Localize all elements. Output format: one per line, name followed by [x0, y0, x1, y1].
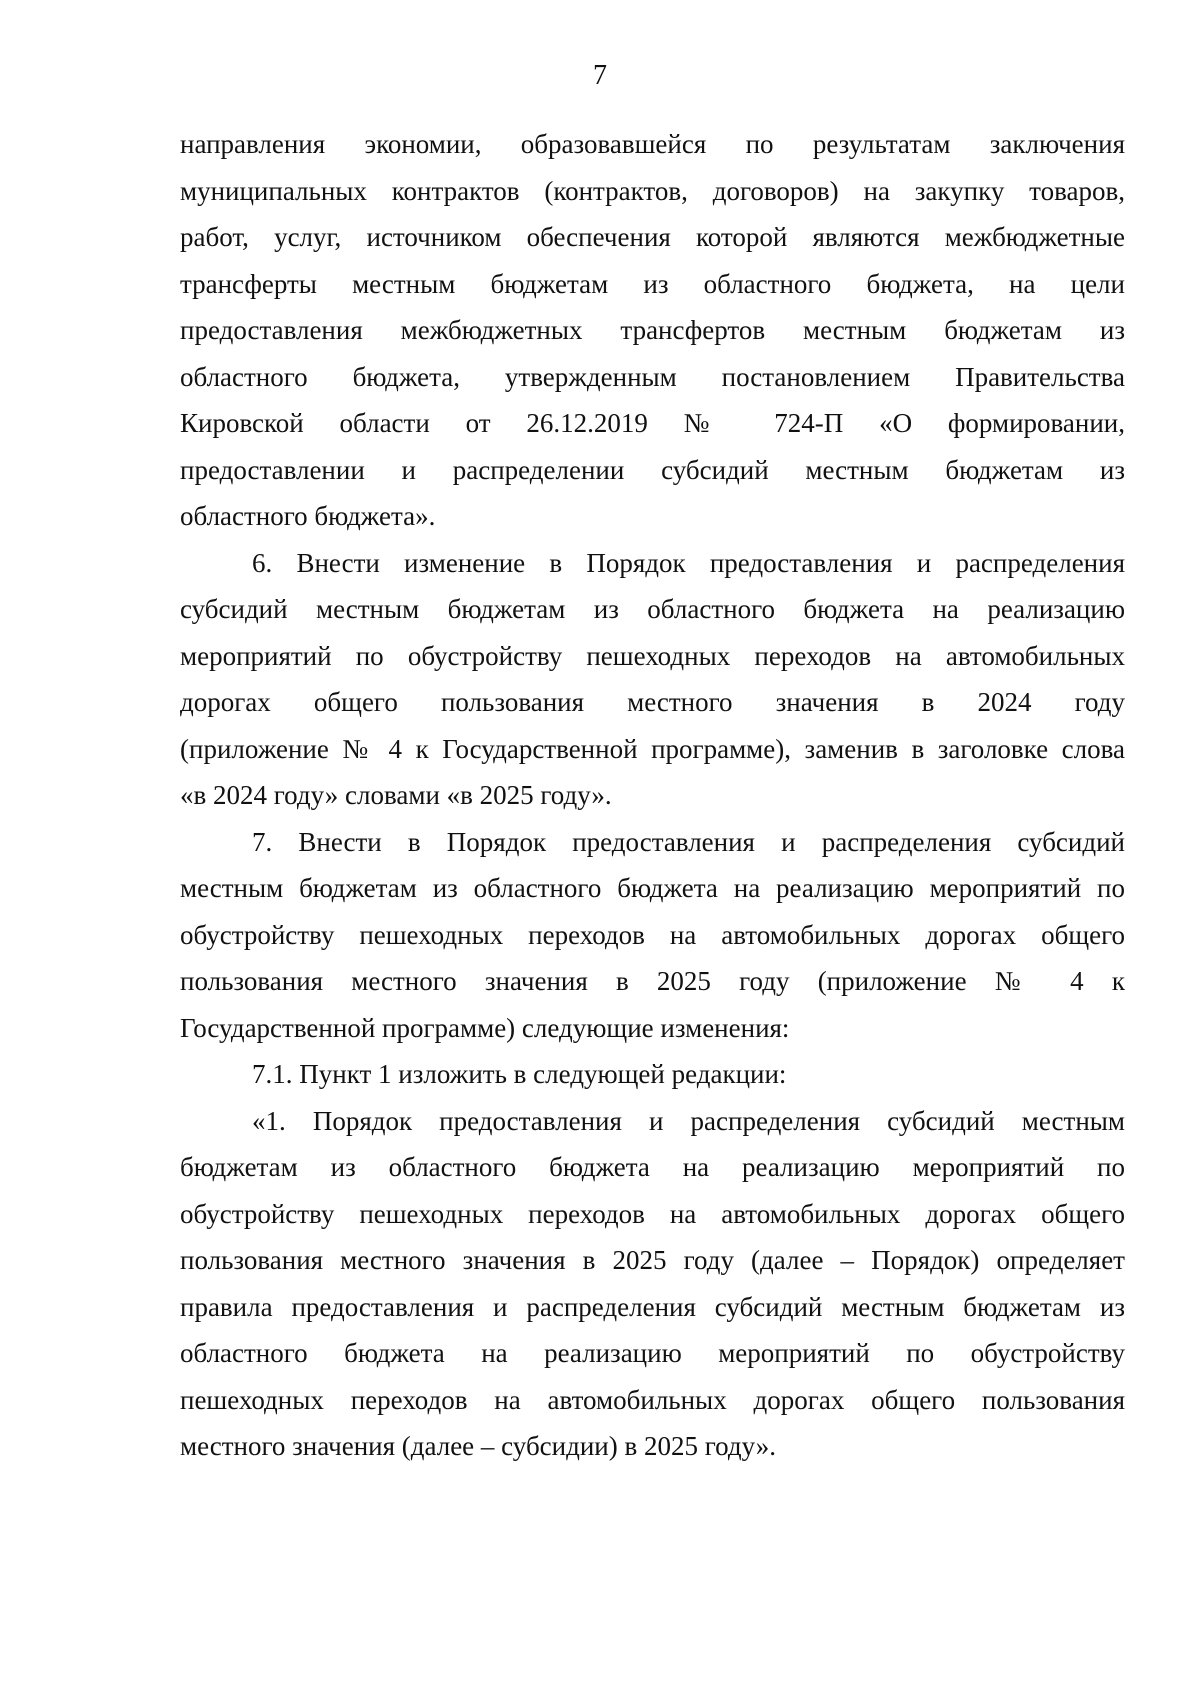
text-line: «1. Порядок предоставления и распределения субсидий местным [252, 1105, 1125, 1136]
text-line: (приложение № 4 к Государственной программе), заменив в заголовке слова [180, 733, 1125, 764]
paragraph [180, 819, 1125, 1052]
text-line: пользования местного значения в 2025 году (далее – Порядок) определяет [180, 1245, 1125, 1275]
text-line: муниципальных контрактов (контрактов, договоров) на закупку товаров, [180, 175, 1125, 206]
text-line: областного бюджета на реализацию мероприятий по обустройству [180, 1338, 1125, 1368]
text-line: работ, услуг, источником обеспечения которой являются межбюджетные [180, 222, 1125, 252]
text-line: мероприятий по обустройству пешеходных переходов на автомобильных [180, 640, 1125, 671]
text-line: предоставлении и распределении субсидий местным бюджетам из [180, 454, 1125, 485]
text-line: пешеходных переходов на автомобильных дорогах общего пользования [180, 1384, 1125, 1415]
paragraph [180, 1098, 1125, 1470]
text-line: трансферты местным бюджетам из областного бюджета, на цели [180, 268, 1125, 299]
text-line: 7.1. Пункт 1 изложить в следующей редакции: [252, 1059, 787, 1089]
text-line: местного значения (далее – субсидии) в 2025 году». [180, 1431, 777, 1461]
text-line: областного бюджета, утвержденным постановлением Правительства [180, 361, 1125, 392]
text-line: местным бюджетам из областного бюджета на реализацию мероприятий по [180, 873, 1125, 903]
paragraph [180, 540, 1125, 819]
text-line: субсидий местным бюджетам из областного бюджета на реализацию [180, 594, 1125, 624]
text-line: обустройству пешеходных переходов на автомобильных дорогах общего [180, 1198, 1125, 1229]
text-line: Государственной программе) следующие изменения: [180, 1012, 790, 1043]
paragraph [180, 121, 1125, 540]
paragraph [180, 1051, 1125, 1098]
text-line: дорогах общего пользования местного значения в 2024 году [180, 687, 1125, 717]
text-line: «в 2024 году» словами «в 2025 году». [180, 780, 612, 810]
text-line: предоставления межбюджетных трансфертов местным бюджетам из [180, 315, 1125, 345]
page-number: 7 [593, 60, 607, 91]
text-line: направления экономии, образовавшейся по результатам заключения [180, 129, 1125, 159]
text-line: Кировской области от 26.12.2019 № 724-П «О формировании, [180, 408, 1125, 438]
text-line: пользования местного значения в 2025 году (приложение № 4 к [180, 966, 1125, 996]
document-body [180, 121, 1125, 1470]
text-line: бюджетам из областного бюджета на реализацию мероприятий по [180, 1152, 1125, 1182]
text-line: 6. Внести изменение в Порядок предоставления и распределения [252, 547, 1125, 578]
text-line: обустройству пешеходных переходов на автомобильных дорогах общего [180, 919, 1125, 950]
text-line: 7. Внести в Порядок предоставления и распределения субсидий [252, 826, 1125, 857]
text-line: правила предоставления и распределения субсидий местным бюджетам из [180, 1291, 1125, 1322]
text-line: областного бюджета». [180, 501, 436, 531]
